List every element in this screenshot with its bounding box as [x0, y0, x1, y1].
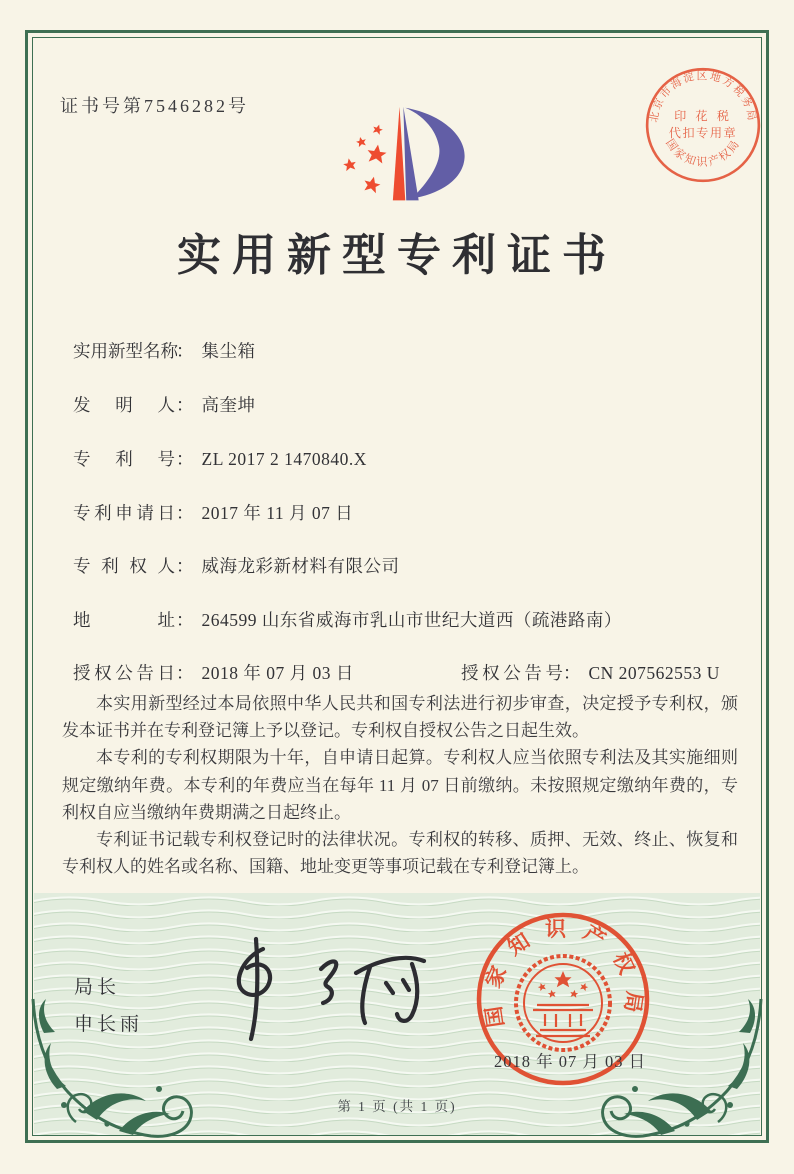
field-value: 威海龙彩新材料有限公司	[201, 556, 400, 576]
tax-stamp-arc-bottom: 国家知识产权局	[663, 137, 743, 169]
patent-office-logo-icon	[318, 101, 483, 208]
field-row-inventor	[73, 392, 256, 417]
field-value: CN 207562553 U	[588, 663, 720, 683]
field-colon: ：	[176, 503, 194, 523]
field-colon: ：	[176, 395, 194, 415]
field-value: 264599 山东省威海市乳山市世纪大道西（疏港路南）	[201, 610, 622, 630]
director-name-label: 申长雨	[74, 1014, 144, 1035]
legal-paragraph: 本专利的专利权期限为十年，自申请日起算。专利权人应当依照专利法及其实施细则规定缴纳年费。本专利的年费应当在每年 11 月 07 日前缴纳。未按照规定缴纳年费的，专利权自应当缴纳年费期满之日起终止。	[62, 748, 738, 822]
field-row-grant-date	[73, 660, 354, 685]
field-value: ZL 2017 2 1470840.X	[201, 449, 367, 469]
field-value: 集尘箱	[201, 341, 256, 361]
svg-text:国家知识产权局	[663, 137, 743, 169]
field-value: 2017 年 11 月 07 日	[201, 503, 354, 523]
field-label: 专利申请日	[73, 503, 175, 523]
field-label: 授权公告日	[73, 663, 175, 683]
seal-date: 2018 年 07 月 03 日	[494, 1052, 647, 1071]
field-row-filing-date	[73, 500, 353, 525]
legal-paragraph: 专利证书记载专利权登记时的法律状况。专利权的转移、质押、无效、终止、恢复和专利权人的姓名或名称、国籍、地址变更等事项记载在专利登记簿上。	[62, 829, 738, 877]
field-row-patent-number	[73, 446, 367, 471]
director-title-label: 局长	[74, 977, 121, 998]
field-value: 2018 年 07 月 03 日	[201, 663, 354, 683]
field-label: 实用新型名称	[73, 341, 178, 361]
field-colon: ：	[563, 663, 581, 683]
field-colon: ：	[176, 610, 194, 630]
seal-arc-text: 国家知识产权局	[479, 916, 647, 1029]
field-row-name	[73, 338, 256, 363]
field-label: 发明人	[73, 395, 175, 415]
field-label: 地址	[73, 610, 175, 630]
tax-stamp-line1: 印 花 税	[674, 108, 732, 123]
certificate-title: 实用新型专利证书	[177, 231, 617, 280]
tax-stamp-icon	[638, 60, 768, 190]
tax-stamp-arc-top: 北京市海淀区地方税务局	[649, 70, 757, 124]
field-row-address	[73, 607, 622, 632]
certificate-number: 证书号第7546282号	[60, 96, 249, 116]
field-colon: ：	[176, 449, 194, 469]
director-signature-icon	[200, 933, 440, 1048]
field-colon: ：	[176, 341, 194, 361]
national-emblem-icon	[516, 956, 610, 1050]
field-row-grant-number	[461, 660, 720, 685]
field-value: 高奎坤	[201, 395, 256, 415]
field-row-patentee	[73, 553, 400, 578]
field-label: 授权公告号	[461, 663, 563, 683]
page-number: 第 1 页 (共 1 页)	[337, 1099, 457, 1114]
field-colon: ：	[176, 556, 194, 576]
field-label: 专利权人	[73, 556, 175, 576]
legal-text-block	[62, 690, 738, 880]
field-label: 专利号	[73, 449, 175, 469]
field-colon: ：	[176, 663, 194, 683]
tax-stamp-line2: 代扣专用章	[668, 126, 738, 141]
legal-paragraph: 本实用新型经过本局依照中华人民共和国专利法进行初步审查，决定授予专利权，颁发本证书并在专利登记簿上予以登记。专利权自授权公告之日起生效。	[62, 694, 738, 741]
